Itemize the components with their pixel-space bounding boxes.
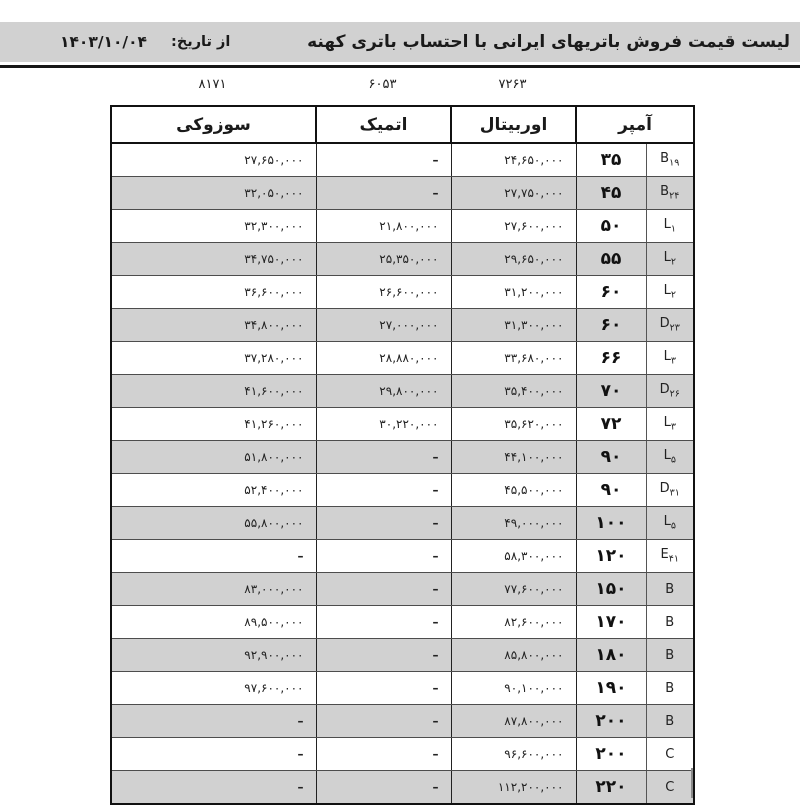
amper-cell: ۱۲۰: [576, 540, 646, 573]
suzuki-price-cell: ۹۷,۶۰۰,۰۰۰: [111, 672, 316, 705]
battery-code-cell: $D_{۲۳}$: [646, 309, 694, 342]
amper-cell: ۱۹۰: [576, 672, 646, 705]
battery-code-cell: $B_{۲۴}$: [646, 177, 694, 210]
battery-code-cell: C: [646, 771, 694, 805]
atomic-price-cell: ۲۷,۰۰۰,۰۰۰: [316, 309, 451, 342]
orbital-price-cell: ۱۱۲,۲۰۰,۰۰۰: [451, 771, 576, 805]
table-row: [111, 738, 694, 771]
orbital-price-cell: ۲۷,۷۵۰,۰۰۰: [451, 177, 576, 210]
battery-code-subscript: ۲۳: [669, 323, 680, 335]
amper-cell: ۶۰: [576, 309, 646, 342]
suzuki-price-cell: –: [111, 705, 316, 738]
battery-code-cell: $L_۱$: [646, 210, 694, 243]
orbital-price-cell: ۸۵,۸۰۰,۰۰۰: [451, 639, 576, 672]
date-group: [60, 22, 230, 62]
atomic-price-cell: –: [316, 639, 451, 672]
amper-cell: ۹۰: [576, 441, 646, 474]
atomic-price-cell: ۲۱,۸۰۰,۰۰۰: [316, 210, 451, 243]
suzuki-price-cell: ۲۷,۶۵۰,۰۰۰: [111, 143, 316, 177]
table-row: [111, 243, 694, 276]
battery-code-subscript: ۴۱: [668, 554, 679, 566]
col-header-orbital: اوربیتال: [451, 106, 576, 143]
table-header-row: [111, 106, 694, 143]
table-row: [111, 309, 694, 342]
atomic-price-cell: ۲۶,۶۰۰,۰۰۰: [316, 276, 451, 309]
battery-code-subscript: ۲۴: [669, 191, 680, 203]
atomic-price-cell: –: [316, 738, 451, 771]
orbital-price-cell: ۴۵,۵۰۰,۰۰۰: [451, 474, 576, 507]
battery-code-cell: $E_{۴۱}$: [646, 540, 694, 573]
atomic-price-cell: –: [316, 573, 451, 606]
orbital-price-cell: ۴۴,۱۰۰,۰۰۰: [451, 441, 576, 474]
orbital-price-cell: ۷۷,۶۰۰,۰۰۰: [451, 573, 576, 606]
amper-cell: ۹۰: [576, 474, 646, 507]
table-row: [111, 672, 694, 705]
battery-code-subscript: ۱۹: [669, 158, 680, 170]
atomic-price-cell: –: [316, 507, 451, 540]
date-value: ۱۴۰۳/۱۰/۰۴: [60, 33, 148, 51]
atomic-price-cell: –: [316, 143, 451, 177]
price-table-body: [111, 143, 694, 804]
amper-cell: ۲۰۰: [576, 738, 646, 771]
atomic-price-cell: –: [316, 441, 451, 474]
table-edge-tick: [691, 768, 693, 798]
table-row: [111, 375, 694, 408]
atomic-price-cell: –: [316, 771, 451, 805]
amper-cell: ۱۸۰: [576, 639, 646, 672]
battery-code-cell: $L_۳$: [646, 342, 694, 375]
orbital-price-cell: ۲۷,۶۰۰,۰۰۰: [451, 210, 576, 243]
col-header-amper: آمپر: [576, 106, 694, 143]
table-row: [111, 342, 694, 375]
suzuki-price-cell: ۵۱,۸۰۰,۰۰۰: [111, 441, 316, 474]
amper-cell: ۱۰۰: [576, 507, 646, 540]
atomic-price-cell: ۲۸,۸۸۰,۰۰۰: [316, 342, 451, 375]
suzuki-price-cell: –: [111, 738, 316, 771]
table-row: [111, 639, 694, 672]
table-row: [111, 771, 694, 805]
atomic-price-cell: –: [316, 474, 451, 507]
divider-line: [0, 65, 800, 68]
atomic-price-cell: ۲۹,۸۰۰,۰۰۰: [316, 375, 451, 408]
amper-cell: ۴۵: [576, 177, 646, 210]
table-row: [111, 507, 694, 540]
suzuki-price-cell: ۳۷,۲۸۰,۰۰۰: [111, 342, 316, 375]
col-header-atomic: اتمیک: [316, 106, 451, 143]
suzuki-price-cell: ۵۵,۸۰۰,۰۰۰: [111, 507, 316, 540]
table-row: [111, 540, 694, 573]
amper-cell: ۲۰۰: [576, 705, 646, 738]
atomic-price-cell: –: [316, 606, 451, 639]
orbital-price-cell: ۲۹,۶۵۰,۰۰۰: [451, 243, 576, 276]
orbital-brand-code: ۷۲۶۳: [498, 77, 527, 92]
col-header-suzuki: سوزوکی: [111, 106, 316, 143]
atomic-price-cell: ۲۵,۳۵۰,۰۰۰: [316, 243, 451, 276]
suzuki-price-cell: ۵۲,۴۰۰,۰۰۰: [111, 474, 316, 507]
suzuki-price-cell: –: [111, 540, 316, 573]
atomic-price-cell: ۳۰,۲۲۰,۰۰۰: [316, 408, 451, 441]
battery-code-subscript: ۲۶: [669, 389, 680, 401]
orbital-price-cell: ۳۵,۴۰۰,۰۰۰: [451, 375, 576, 408]
battery-code-cell: $L_۵$: [646, 441, 694, 474]
suzuki-price-cell: ۹۲,۹۰۰,۰۰۰: [111, 639, 316, 672]
battery-code-cell: $D_{۳۱}$: [646, 474, 694, 507]
table-row: [111, 474, 694, 507]
atomic-price-cell: –: [316, 540, 451, 573]
battery-code-cell: B: [646, 606, 694, 639]
orbital-price-cell: ۵۸,۳۰۰,۰۰۰: [451, 540, 576, 573]
suzuki-price-cell: ۳۴,۷۵۰,۰۰۰: [111, 243, 316, 276]
orbital-price-cell: ۴۹,۰۰۰,۰۰۰: [451, 507, 576, 540]
table-row: [111, 606, 694, 639]
orbital-price-cell: ۳۵,۶۲۰,۰۰۰: [451, 408, 576, 441]
battery-code-cell: $B_{۱۹}$: [646, 143, 694, 177]
battery-code-cell: B: [646, 705, 694, 738]
atomic-brand-code: ۶۰۵۳: [368, 77, 397, 92]
atomic-price-cell: –: [316, 672, 451, 705]
battery-code-cell: $D_{۲۶}$: [646, 375, 694, 408]
amper-cell: ۱۵۰: [576, 573, 646, 606]
table-row: [111, 143, 694, 177]
suzuki-price-cell: ۳۴,۸۰۰,۰۰۰: [111, 309, 316, 342]
battery-code-cell: C: [646, 738, 694, 771]
page-title: لیست قیمت فروش باتریهای ایرانی با احتساب باتری کهنه: [307, 32, 790, 52]
amper-cell: ۶۶: [576, 342, 646, 375]
battery-code-cell: B: [646, 573, 694, 606]
table-row: [111, 177, 694, 210]
orbital-price-cell: ۸۷,۸۰۰,۰۰۰: [451, 705, 576, 738]
date-label: از تاریخ:: [171, 34, 231, 50]
battery-code-subscript: ۱: [670, 224, 676, 236]
suzuki-price-cell: ۳۲,۳۰۰,۰۰۰: [111, 210, 316, 243]
table-row: [111, 573, 694, 606]
battery-code-cell: $L_۲$: [646, 243, 694, 276]
amper-cell: ۷۰: [576, 375, 646, 408]
battery-code-subscript: ۲: [670, 257, 676, 269]
amper-cell: ۵۰: [576, 210, 646, 243]
orbital-price-cell: ۳۱,۲۰۰,۰۰۰: [451, 276, 576, 309]
battery-code-cell: $L_۳$: [646, 408, 694, 441]
table-row: [111, 276, 694, 309]
suzuki-price-cell: ۳۶,۶۰۰,۰۰۰: [111, 276, 316, 309]
table-row: [111, 210, 694, 243]
orbital-price-cell: ۳۱,۳۰۰,۰۰۰: [451, 309, 576, 342]
atomic-price-cell: –: [316, 705, 451, 738]
amper-cell: ۱۷۰: [576, 606, 646, 639]
orbital-price-cell: ۸۲,۶۰۰,۰۰۰: [451, 606, 576, 639]
atomic-price-cell: –: [316, 177, 451, 210]
battery-code-subscript: ۳۱: [669, 488, 680, 500]
battery-code-subscript: ۲: [670, 290, 676, 302]
suzuki-price-cell: ۳۲,۰۵۰,۰۰۰: [111, 177, 316, 210]
orbital-price-cell: ۲۴,۶۵۰,۰۰۰: [451, 143, 576, 177]
amper-cell: ۷۲: [576, 408, 646, 441]
suzuki-brand-code: ۸۱۷۱: [198, 77, 227, 92]
battery-code-subscript: ۳: [670, 422, 676, 434]
suzuki-price-cell: –: [111, 771, 316, 805]
battery-code-cell: $L_۲$: [646, 276, 694, 309]
amper-cell: ۲۲۰: [576, 771, 646, 805]
table-row: [111, 705, 694, 738]
header-bar: [0, 22, 800, 62]
table-row: [111, 441, 694, 474]
orbital-price-cell: ۹۶,۶۰۰,۰۰۰: [451, 738, 576, 771]
price-table: [110, 105, 695, 805]
battery-code-cell: B: [646, 672, 694, 705]
orbital-price-cell: ۹۰,۱۰۰,۰۰۰: [451, 672, 576, 705]
battery-code-subscript: ۵: [670, 521, 676, 533]
battery-code-cell: $L_۵$: [646, 507, 694, 540]
amper-cell: ۶۰: [576, 276, 646, 309]
amper-cell: ۵۵: [576, 243, 646, 276]
suzuki-price-cell: ۴۱,۲۶۰,۰۰۰: [111, 408, 316, 441]
suzuki-price-cell: ۴۱,۶۰۰,۰۰۰: [111, 375, 316, 408]
suzuki-price-cell: ۸۳,۰۰۰,۰۰۰: [111, 573, 316, 606]
battery-code-cell: B: [646, 639, 694, 672]
table-row: [111, 408, 694, 441]
brand-codes-row: [110, 77, 693, 92]
battery-code-subscript: ۳: [670, 356, 676, 368]
orbital-price-cell: ۳۳,۶۸۰,۰۰۰: [451, 342, 576, 375]
suzuki-price-cell: ۸۹,۵۰۰,۰۰۰: [111, 606, 316, 639]
amper-cell: ۳۵: [576, 143, 646, 177]
battery-code-subscript: ۵: [670, 455, 676, 467]
